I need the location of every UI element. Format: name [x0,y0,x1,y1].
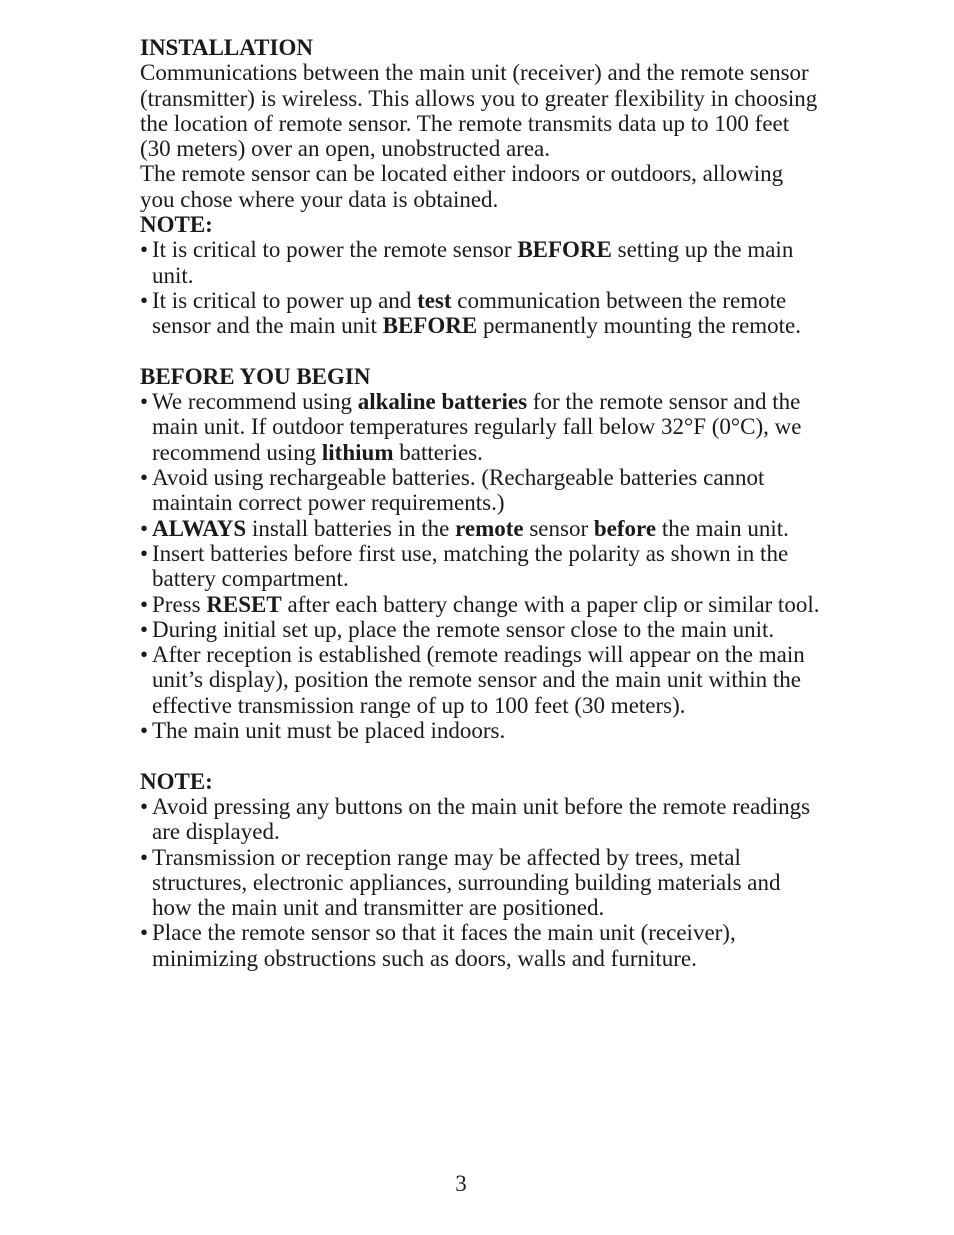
bullet-icon: • [140,920,149,946]
list-item: • ALWAYS install batteries in the remote sensor before the main unit. [140,515,789,541]
bullet-icon: • [140,515,149,541]
list-item: • Avoid pressing any buttons on the main unit before the remote readings are displayed. [140,793,811,845]
page-number: 3 [455,1171,467,1196]
bullet-icon: • [140,540,149,566]
bullet-icon: • [140,591,149,617]
list-item: • Transmission or reception range may be affected by trees, metal structures, electronic appliances, surrounding building materials and how the main unit and transmitter are positioned. [140,844,781,921]
bullet-icon: • [140,389,149,415]
bullet-icon: • [140,718,149,744]
list-item: • We recommend using alkaline batteries for the remote sensor and the main unit. If outdoor temperatures regularly fall below 32°F (0°C), we recommend using lithium batteries. [140,389,802,465]
note-list [140,794,820,971]
bullet-icon: • [140,616,149,642]
note-section [140,769,820,971]
list-item: • Avoid using rechargeable batteries. (Rechargeable batteries cannot maintain correct power requirements.) [140,465,765,516]
bullet-icon: • [140,465,149,491]
section-spacer [140,743,820,768]
list-item: • It is critical to power up and test communication between the remote sensor and the main unit BEFORE permanently mounting the remote. [140,287,802,339]
list-item: • The main unit must be placed indoors. [140,718,506,744]
list-item: • It is critical to power the remote sensor BEFORE setting up the main unit. [140,237,794,288]
list-item: • Insert batteries before first use, matching the polarity as shown in the battery compartment. [140,540,789,592]
bullet-icon: • [140,287,149,313]
section-spacer [140,339,820,364]
installation-paragraph-1: Communications between the main unit (receiver) and the remote sensor (transmitter) is wireless. This allows you to greater flexibility in choosing the location of remote sensor. The remote transmits data up to 100 feet (30 meters) over an open, unobstructed area. [140,60,818,162]
bullet-icon: • [140,793,149,819]
installation-note-list [140,237,820,338]
before-you-begin-section [140,364,820,743]
installation-paragraph-2: The remote sensor can be located either indoors or outdoors, allowing you chose where your data is obtained. [140,161,784,212]
bullet-icon: • [140,844,149,870]
installation-heading: INSTALLATION [140,35,313,60]
bullet-icon: • [140,237,149,263]
note-heading: NOTE: [140,768,213,794]
list-item: • Press RESET after each battery change with a paper clip or similar tool. [140,591,820,617]
before-you-begin-list [140,389,820,743]
list-item: • During initial set up, place the remote sensor close to the main unit. [140,616,775,642]
manual-page [140,35,820,971]
list-item: • After reception is established (remote readings will appear on the main unit’s display), position the remote sensor and the main unit within the effective transmission range of up to 100 feet (30 meters). [140,642,805,718]
installation-note-heading: NOTE: [140,212,213,238]
before-you-begin-heading: BEFORE YOU BEGIN [140,363,371,389]
list-item: • Place the remote sensor so that it faces the main unit (receiver), minimizing obstructions such as doors, walls and furniture. [140,920,736,971]
installation-section [140,35,820,339]
bullet-icon: • [140,642,149,668]
